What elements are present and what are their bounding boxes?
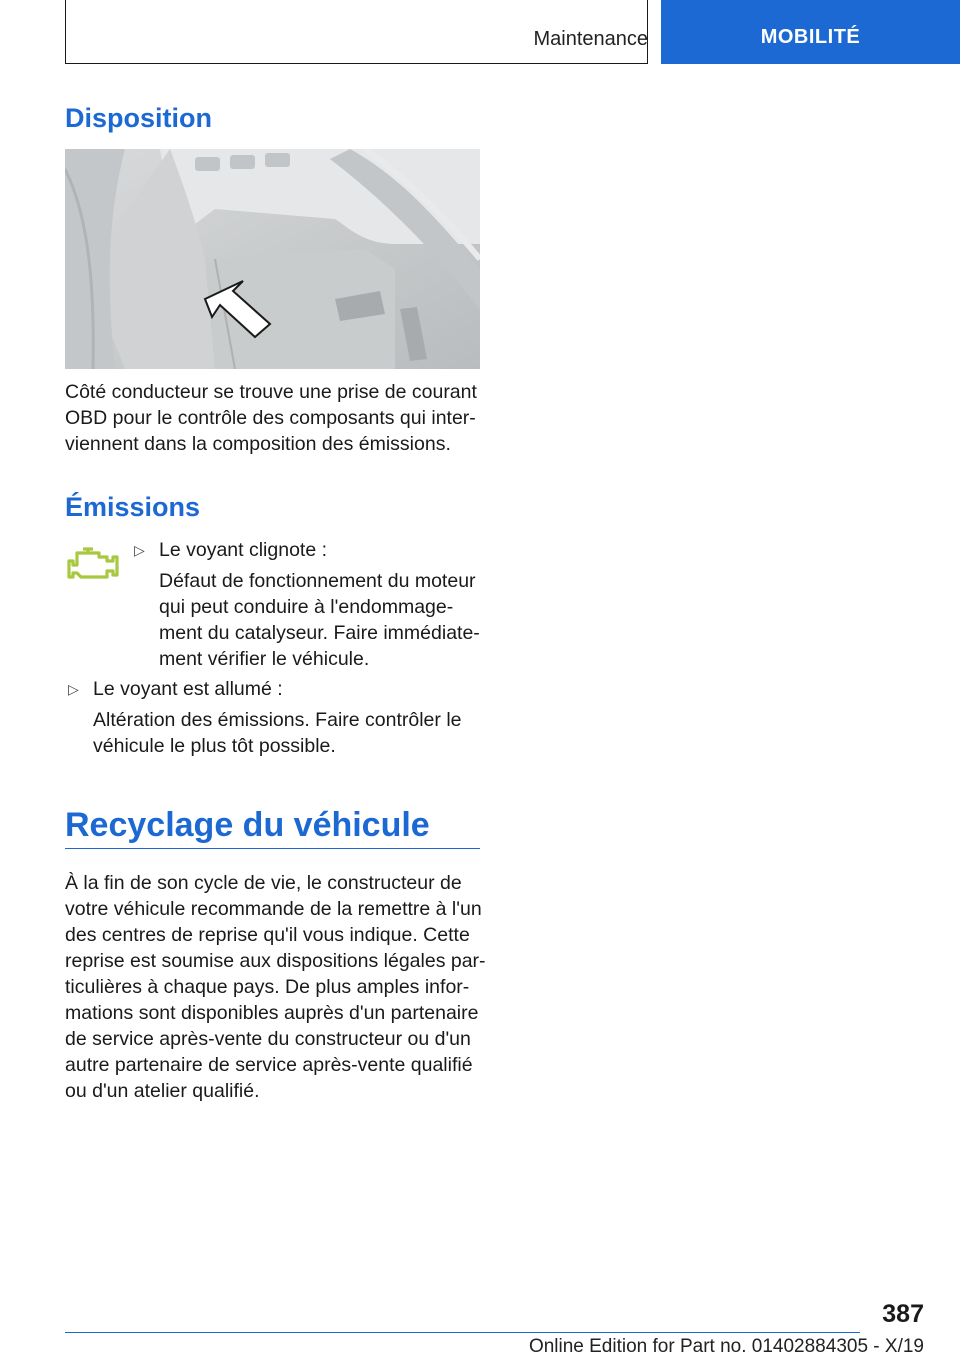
emissions-item-1-line-2: qui peut conduire à l'endommage‐	[159, 596, 454, 618]
recycling-line-1: À la fin de son cycle de vie, le constructeur de	[65, 872, 462, 894]
obd-location-photo	[65, 149, 480, 369]
recycling-line-5: ticulières à chaque pays. De plus amples infor‐	[65, 976, 470, 998]
disposition-heading: Disposition	[65, 103, 212, 133]
recycling-line-9: ou d'un atelier qualifié.	[65, 1080, 260, 1102]
page-number: 387	[882, 1300, 924, 1328]
disposition-line-1: Côté conducteur se trouve une prise de courant	[65, 381, 477, 403]
recycling-line-7: de service après-vente du constructeur ou d'un	[65, 1028, 471, 1050]
recycling-line-2: votre véhicule recommande de la remettre à l'un	[65, 898, 482, 920]
emissions-heading: Émissions	[65, 492, 201, 522]
header-chapter-tab: MOBILITÉ	[661, 0, 960, 64]
recycling-line-3: des centres de reprise qu'il vous indique. Cette	[65, 924, 470, 946]
recycling-line-8: autre partenaire de service après-vente qualifié	[65, 1054, 473, 1076]
recycling-line-6: mations sont disponibles auprès d'un partenaire	[65, 1002, 479, 1024]
footer-divider	[65, 1332, 860, 1333]
emissions-item-1-line-1: Défaut de fonctionnement du moteur	[159, 570, 476, 592]
section-divider	[65, 848, 480, 849]
emissions-item-2-line-1: Altération des émissions. Faire contrôler le	[93, 709, 462, 731]
recycling-heading: Recyclage du véhicule	[65, 806, 430, 844]
emissions-item-1-line-4: ment vérifier le véhicule.	[159, 648, 370, 670]
disposition-line-2: OBD pour le contrôle des composants qui inter‐	[65, 407, 476, 429]
disposition-line-3: viennent dans la composition des émissions.	[65, 433, 451, 455]
header-section-title: Maintenance	[533, 28, 648, 50]
emissions-item-1-label: Le voyant clignote :	[159, 539, 328, 561]
check-engine-icon	[67, 545, 119, 585]
emissions-item-1-line-3: ment du catalyseur. Faire immédiate‐	[159, 622, 480, 644]
emissions-item-2-label: Le voyant est allumé :	[93, 678, 283, 700]
emissions-item-2-line-2: véhicule le plus tôt possible.	[93, 735, 336, 757]
bullet-triangle-icon: ▷	[134, 542, 145, 558]
footer-edition: Online Edition for Part no. 01402884305 - X/19	[528, 1336, 924, 1357]
recycling-line-4: reprise est soumise aux dispositions légales par‐	[65, 950, 486, 972]
bullet-triangle-icon: ▷	[68, 681, 79, 697]
